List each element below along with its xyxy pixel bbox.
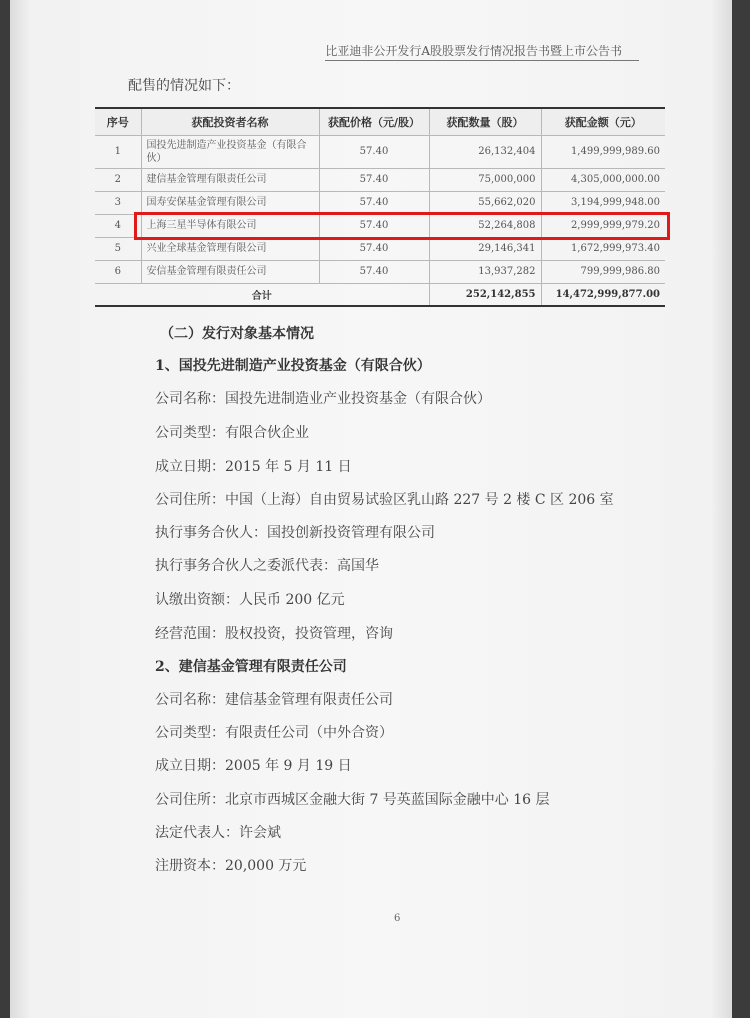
table-header-row	[95, 108, 665, 135]
cell-name: 兴业全球基金管理有限公司	[141, 237, 319, 260]
item1-line: 成立日期：2015 年 5 月 11 日	[155, 459, 352, 475]
cell-qty: 52,264,808	[429, 214, 541, 237]
total-amount: 14,472,999,877.00	[541, 283, 665, 306]
allocation-table	[95, 107, 665, 307]
header-rule	[325, 60, 639, 61]
item2-line: 公司住所：北京市西城区金融大街 7 号英蓝国际金融中心 16 层	[155, 792, 550, 808]
cell-name: 安信基金管理有限责任公司	[141, 260, 319, 283]
cell-amount: 3,194,999,948.00	[541, 191, 665, 214]
cell-no: 2	[95, 168, 141, 191]
cell-no: 5	[95, 237, 141, 260]
cell-name: 建信基金管理有限责任公司	[141, 168, 319, 191]
cell-amount: 1,499,999,989.60	[541, 135, 665, 168]
cell-no: 6	[95, 260, 141, 283]
cell-name: 国投先进制造产业投资基金（有限合伙）	[141, 135, 319, 168]
running-header: 比亚迪非公开发行A股股票发行情况报告书暨上市公告书	[325, 44, 622, 58]
cell-price: 57.40	[319, 135, 429, 168]
table-row	[95, 168, 665, 191]
table-total-row	[95, 283, 665, 306]
table-row	[95, 135, 665, 168]
item2-heading: 2、建信基金管理有限责任公司	[155, 659, 347, 675]
cell-price: 57.40	[319, 260, 429, 283]
cell-amount: 4,305,000,000.00	[541, 168, 665, 191]
item1-line: 经营范围：股权投资，投资管理，咨询	[155, 626, 393, 642]
col-header-name: 获配投资者名称	[141, 108, 319, 135]
cell-amount: 2,999,999,979.20	[541, 214, 665, 237]
table-row	[95, 191, 665, 214]
cell-amount: 1,672,999,973.40	[541, 237, 665, 260]
cell-amount: 799,999,986.80	[541, 260, 665, 283]
cell-no: 3	[95, 191, 141, 214]
item1-line: 执行事务合伙人之委派代表：高国华	[155, 558, 379, 574]
col-header-qty: 获配数量（股）	[429, 108, 541, 135]
page-number: 6	[394, 913, 401, 924]
item1-line: 公司类型：有限合伙企业	[155, 425, 309, 441]
cell-no: 4	[95, 214, 141, 237]
item2-line: 成立日期：2005 年 9 月 19 日	[155, 758, 352, 774]
cell-price: 57.40	[319, 214, 429, 237]
cell-qty: 26,132,404	[429, 135, 541, 168]
item1-line: 认缴出资额：人民币 200 亿元	[155, 592, 345, 608]
item1-heading: 1、国投先进制造产业投资基金（有限合伙）	[155, 358, 431, 374]
total-qty: 252,142,855	[429, 283, 541, 306]
item2-line: 公司名称：建信基金管理有限责任公司	[155, 692, 393, 708]
cell-no: 1	[95, 135, 141, 168]
highlight-box	[134, 212, 670, 240]
item1-line: 公司名称：国投先进制造业产业投资基金（有限合伙）	[155, 391, 491, 407]
item2-line: 注册资本：20,000 万元	[155, 858, 307, 874]
document-page	[10, 0, 732, 1018]
col-header-no: 序号	[95, 108, 141, 135]
col-header-amount: 获配金额（元）	[541, 108, 665, 135]
item1-line: 公司住所：中国（上海）自由贸易试验区乳山路 227 号 2 楼 C 区 206 室	[155, 492, 614, 508]
table-row	[95, 260, 665, 283]
item2-line: 法定代表人：许会斌	[155, 825, 281, 841]
total-label: 合计	[95, 283, 429, 306]
cell-price: 57.40	[319, 237, 429, 260]
item2-line: 公司类型：有限责任公司（中外合资）	[155, 725, 393, 741]
cell-price: 57.40	[319, 168, 429, 191]
cell-price: 57.40	[319, 191, 429, 214]
item1-line: 执行事务合伙人：国投创新投资管理有限公司	[155, 525, 435, 541]
table-row	[95, 237, 665, 260]
cell-name: 国寿安保基金管理有限公司	[141, 191, 319, 214]
col-header-price: 获配价格（元/股）	[319, 108, 429, 135]
section-heading: （二）发行对象基本情况	[160, 326, 314, 342]
cell-qty: 29,146,341	[429, 237, 541, 260]
cell-qty: 75,000,000	[429, 168, 541, 191]
intro-text: 配售的情况如下：	[128, 78, 240, 94]
cell-name: 上海三星半导体有限公司	[141, 214, 319, 237]
cell-qty: 13,937,282	[429, 260, 541, 283]
cell-qty: 55,662,020	[429, 191, 541, 214]
